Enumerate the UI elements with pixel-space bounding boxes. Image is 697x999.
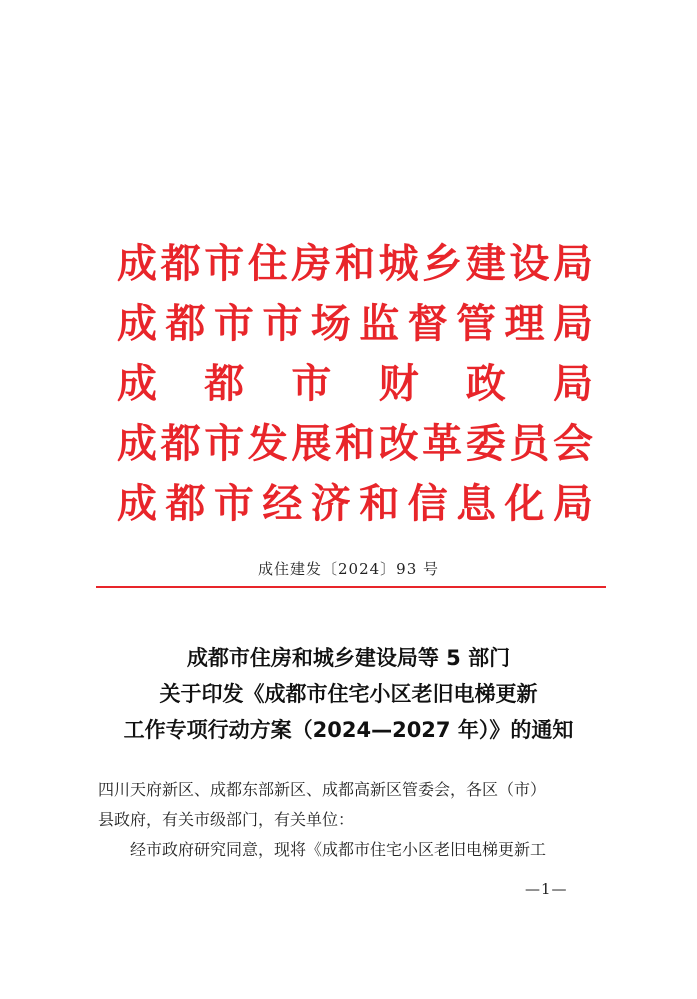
issuer-char: 建 [465,241,506,287]
issuer-char: 设 [509,241,550,287]
issuer-char: 济 [310,481,351,527]
issuer-char: 局 [552,481,593,527]
issuer-row-economy-it [116,474,594,534]
title-line-2: 关于印发《成都市住宅小区老旧电梯更新 [159,682,538,706]
issuer-char: 发 [247,421,288,467]
issuer-char: 经 [262,481,303,527]
document-number: 成住建发〔2024〕93 号 [257,560,440,578]
issuer-char: 局 [552,241,593,287]
document-body [98,775,608,865]
issuer-char: 市 [213,301,254,347]
issuer-char: 会 [552,421,593,467]
issuer-char: 成 [117,241,157,287]
issuer-char: 和 [359,481,400,527]
issuing-authorities [116,234,594,534]
issuer-char: 监 [359,301,400,347]
issuer-char: 市 [213,481,254,527]
issuer-char: 督 [407,301,448,347]
issuer-char: 市 [204,241,245,287]
issuer-char: 都 [165,481,206,527]
issuer-char: 局 [552,301,593,347]
red-separator-line [96,586,606,588]
issuer-char: 展 [291,421,332,467]
issuer-char: 革 [422,421,463,467]
issuer-char: 理 [504,301,545,347]
issuer-char: 员 [509,421,550,467]
body-paragraph-1: 经市政府研究同意，现将《成都市住宅小区老旧电梯更新工 [130,840,547,859]
issuer-char: 局 [552,361,593,407]
issuer-char: 息 [456,481,497,527]
addressee-line-2: 县政府，有关市级部门，有关单位： [98,810,355,829]
issuer-char: 管 [456,301,497,347]
issuer-char: 城 [378,241,419,287]
issuer-char: 和 [334,241,375,287]
issuer-row-finance [116,354,594,414]
issuer-char: 成 [117,481,157,527]
issuer-char: 市 [262,301,303,347]
issuer-char: 都 [204,361,245,407]
issuer-char: 化 [504,481,545,527]
addressee-line-1: 四川天府新区、成都东部新区、成都高新区管委会，各区（市） [98,780,547,799]
issuer-char: 财 [378,361,419,407]
document-title [70,640,627,748]
issuer-char: 改 [378,421,419,467]
issuer-char: 都 [160,241,201,287]
issuer-char: 成 [117,301,157,347]
issuer-char: 场 [310,301,351,347]
issuer-row-housing [116,234,594,294]
page-number: —1— [525,880,568,898]
issuer-char: 和 [334,421,375,467]
issuer-char: 住 [247,241,288,287]
issuer-char: 都 [165,301,206,347]
issuer-char: 市 [204,421,245,467]
issuer-char: 政 [465,361,506,407]
issuer-char: 信 [407,481,448,527]
issuer-row-development-reform [116,414,594,474]
issuer-char: 都 [160,421,201,467]
issuer-row-market-supervision [116,294,594,354]
issuer-char: 成 [117,421,157,467]
issuer-char: 房 [291,241,332,287]
title-line-1: 成都市住房和城乡建设局等 5 部门 [186,646,511,670]
issuer-char: 乡 [422,241,463,287]
title-line-3: 工作专项行动方案（2024—2027 年）》的通知 [123,718,574,742]
issuer-char: 成 [117,361,157,407]
issuer-char: 市 [291,361,332,407]
issuer-char: 委 [465,421,506,467]
